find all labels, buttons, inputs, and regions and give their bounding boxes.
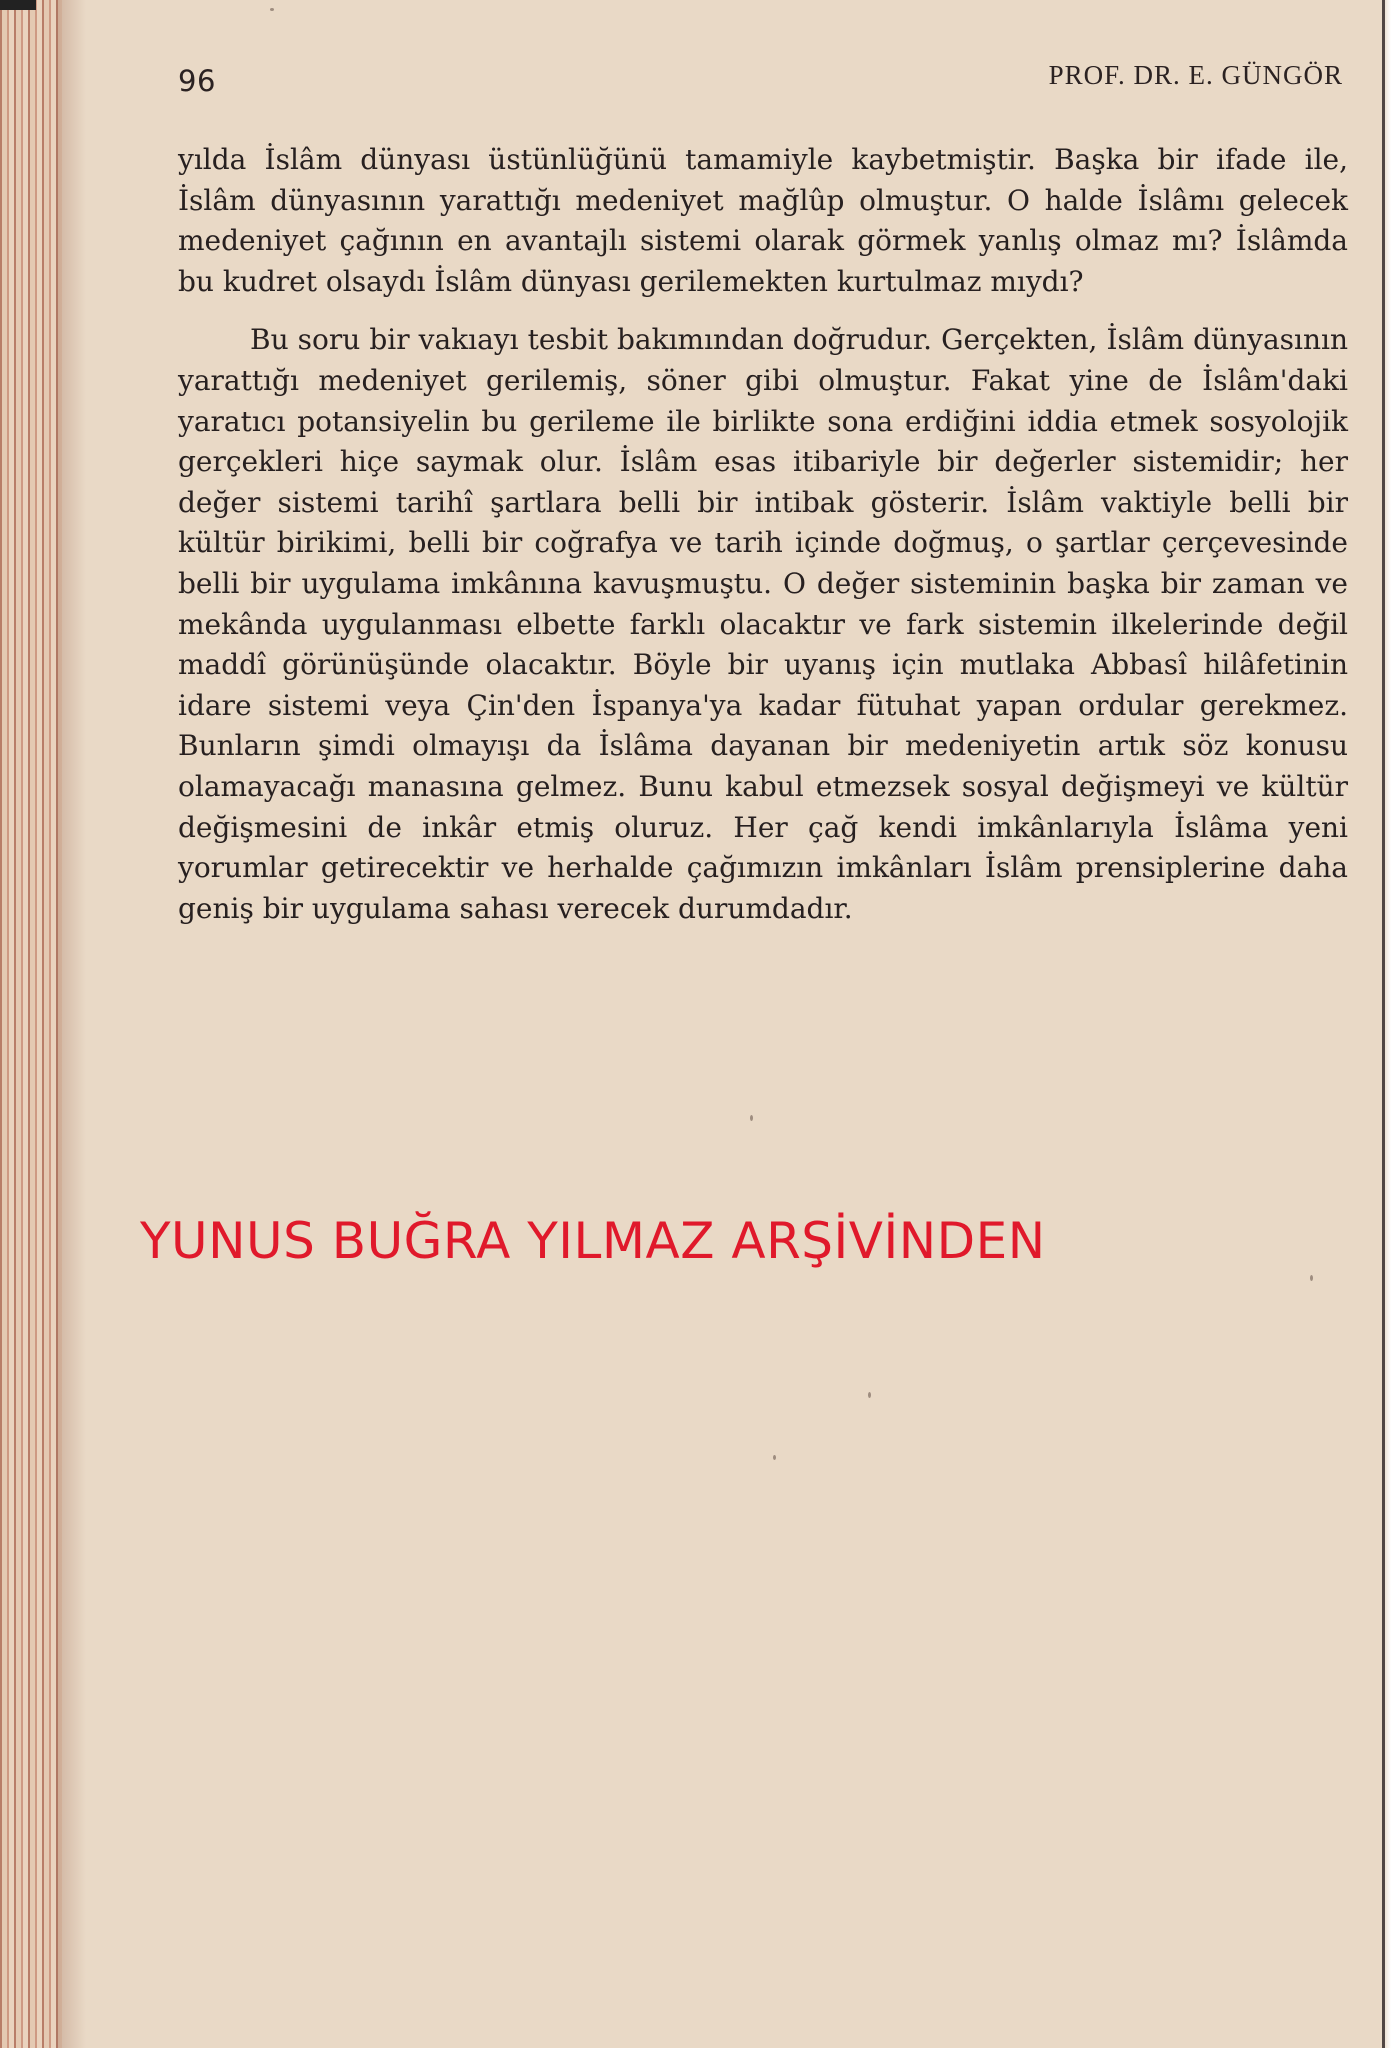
paper-speck bbox=[270, 8, 274, 11]
paper-speck bbox=[773, 1455, 776, 1460]
paper-speck bbox=[1310, 1275, 1313, 1281]
scan-corner-mark bbox=[0, 0, 36, 10]
paragraph: yılda İslâm dünyası üstünlüğünü tamamiyle kaybetmiştir. Başka bir ifade ile, İslâm dünyasının yarattığı medeniyet mağlûp olmuştur. O halde İslâmı gelecek medeniyet çağının en avantajlı sistemi olarak görmek yanlış olmaz mı? İslâmda bu kudret olsaydı İslâm dünyası gerilemekten kurtulmaz mıydı? bbox=[178, 143, 1348, 298]
body-text bbox=[178, 140, 1348, 929]
page-edges bbox=[0, 0, 62, 2048]
right-edge-line bbox=[1382, 0, 1385, 2048]
paper-speck bbox=[750, 1115, 753, 1121]
page-number: 96 bbox=[178, 64, 216, 98]
paragraph: Bu soru bir vakıayı tesbit bakımından doğrudur. Gerçekten, İslâm dünyasının yarattığı medeniyet gerilemiş, söner gibi olmuştur. Fakat yine de İslâm'daki yaratıcı potansiyelin bu gerileme ile birlikte sona erdiğini iddia etmek sosyolojik gerçekleri hiçe saymak olur. İslâm esas itibariyle bir değerler sistemidir; her değer sistemi tarihî şartlara belli bir intibak gösterir. İslâm vaktiyle belli bir kültür birikimi, belli bir coğrafya ve tarih içinde doğmuş, o şartlar çerçevesinde belli bir uygulama imkânına kavuşmuştu. O değer sisteminin başka bir zaman ve mekânda uygulanması elbette farklı olacaktır ve fark sistemin ilkelerinde değil maddî görünüşünde olacaktır. Böyle bir uyanış için mutlaka Abbasî hilâfetinin idare sistemi veya Çin'den İspanya'ya kadar fütuhat yapan ordular gerekmez. Bunların şimdi olmayışı da İslâma dayanan bir medeniyetin artık söz konusu olamayacağı manasına gelmez. Bunu kabul etmezsek sosyal değişmeyi ve kültür değişmesini de inkâr etmiş oluruz. Her çağ kendi imkânlarıyla İslâma yeni yorumlar getirecektir ve herhalde çağımızın imkânları İslâm prensiplerine daha geniş bir uygulama sahası verecek durumdadır. bbox=[178, 323, 1348, 925]
paper-speck bbox=[868, 1392, 871, 1398]
running-head: PROF. DR. E. GÜNGÖR bbox=[1048, 60, 1343, 90]
archive-stamp: YUNUS BUĞRA YILMAZ ARŞİVİNDEN bbox=[140, 1212, 1046, 1270]
edge-shadow bbox=[56, 0, 86, 2048]
